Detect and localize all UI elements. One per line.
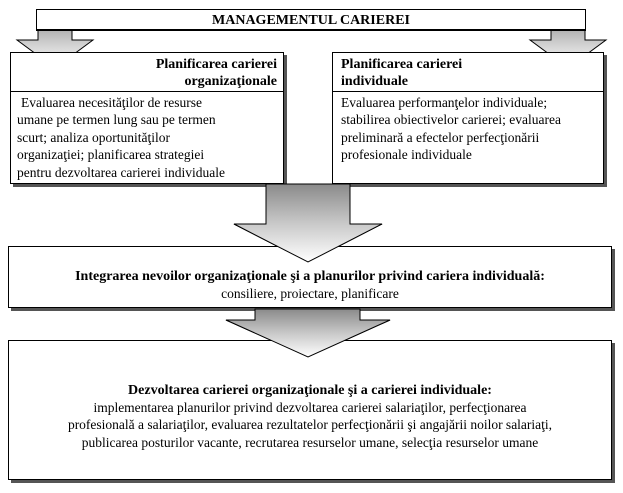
organizational-body-line: pentru dezvoltarea carierei individuale	[17, 164, 226, 180]
individual-title-line: individuale	[341, 74, 408, 89]
header-box	[36, 9, 586, 31]
organizational-title-line: organizaţionale	[184, 74, 277, 89]
individual-body	[341, 94, 603, 164]
individual-planning-box	[332, 52, 604, 184]
individual-body-line: preliminară a efectelor perfecţionării	[341, 129, 540, 145]
individual-body-line: profesionale individuale	[341, 147, 472, 163]
development-body-line: profesională a salariaţilor, evaluarea rezultatelor perfecţionării şi angajării noilor salariaţi,	[67, 417, 553, 433]
organizational-planning-box	[10, 52, 284, 184]
organizational-title-line: Planificarea carierei	[155, 57, 277, 72]
integration-body: consiliere, proiectare, planificare	[221, 286, 399, 301]
organizational-body-line: Evaluarea necesităţilor de resurse	[21, 95, 203, 110]
organizational-body-line: organizaţiei; planificarea strategiei	[17, 147, 205, 163]
integration-box	[8, 246, 612, 308]
integration-title: Integrarea nevoilor organizaţionale şi a planurilor privind cariera individuală:	[75, 269, 545, 284]
development-box	[8, 340, 612, 480]
individual-divider	[333, 91, 603, 92]
individual-title	[341, 56, 601, 90]
individual-body-line: Evaluarea performanţelor individuale;	[341, 95, 548, 110]
individual-title-line: Planificarea carierei	[341, 57, 463, 72]
organizational-body-line: umane pe termen lung sau pe termen	[17, 112, 216, 128]
header-title: MANAGEMENTUL CARIEREI	[212, 13, 410, 28]
development-title: Dezvoltarea carierei organizaţionale şi a carierei individuale:	[128, 383, 492, 398]
organizational-body	[17, 94, 285, 181]
organizational-body-line: scurt; analiza oportunităţilor	[17, 129, 170, 145]
organizational-divider	[11, 91, 283, 92]
development-body-line: implementarea planurilor privind dezvoltarea carierei salariaţilor, perfecţionarea	[93, 400, 527, 415]
development-body-line: publicarea posturilor vacante, recrutarea resurselor umane, selecţia resurselor umane	[81, 434, 539, 450]
individual-body-line: stabilirea obiectivelor carierei; evaluarea	[341, 112, 561, 128]
development-body	[9, 399, 611, 451]
organizational-title	[11, 56, 283, 90]
